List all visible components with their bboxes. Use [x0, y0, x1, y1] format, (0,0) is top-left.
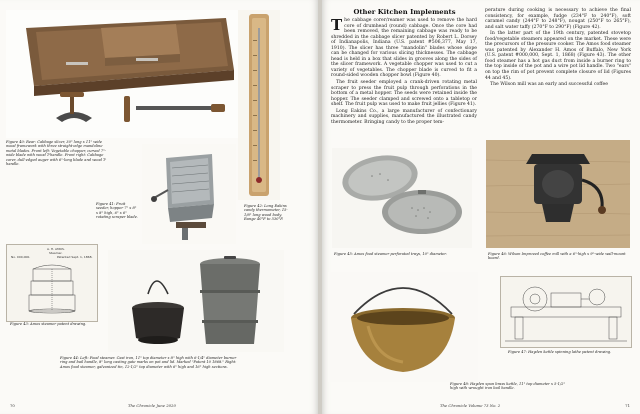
- photo-brass-kettle: [328, 272, 478, 382]
- photo-coffee-mill: [486, 140, 630, 248]
- photo-cabbage-slicer: [6, 10, 238, 138]
- photo-fruit-seeder: [142, 144, 236, 244]
- caption-figure-43: Figure 43: Amos steamer patent drawing.: [10, 322, 87, 326]
- page-number-left: 70: [10, 403, 15, 408]
- column1-paragraph-2: The fruit seeder employed a crank-driven rotating metal scraper to press the fruit pulp through perforations in the bottom of a metal hopper. The seeds were retained inside the hopper. The seeder clamped and screwed onto a tabletop or shelf. The fruit pulp was used to make fruit jellies (Figure 41).: [331, 80, 477, 108]
- column2-paragraph-1: perature during cooking is necessary to achieve the final consistency, for example, fudge (234°F to 240°F), soft caramel candy (244°F to 248°F), nougat (250°F to 265°F), and salt water taffy (270°F to 290°F) (Figure 42).: [485, 8, 631, 30]
- caption-figure-48: Figure 48: Hayden spun brass kettle, 11" top diameter x 5-1/2" high with wrought iron bail handle.: [450, 382, 566, 391]
- patent-drawing-amos-steamer: [6, 244, 98, 322]
- caption-figure-45: Figure 45: Amos food steamer perforated trays, 10" diameter.: [334, 252, 447, 256]
- caption-figure-44: Figure 44: Left: Food steamer. Cast iron, 11" top diameter x 8" high with 6-1/4" diameter burner ring and bail handle, 8" long casting gate marks on pot and lid. Marked "Patent 10 1868." Right: Amos food steamer, galvanized tin, 12-1/2" top diameter with 6" high and 16" high sections.: [60, 356, 237, 369]
- photo-perforated-trays: [332, 148, 472, 248]
- caption-figure-42: Figure 42: Long Eakins candy thermometer, 15-1/8" long wood body. Range 40°F to 530°F.: [244, 204, 288, 222]
- caption-figure-41: Figure 41: Fruit seeder, hopper 7" x 8" x 8" high, 6" x 6" rotating scraper blade.: [96, 202, 138, 220]
- caption-figure-46: Figure 46: Wilson Improved coffee mill with a 6"-high x 9"-wide wall-mount board.: [488, 252, 626, 261]
- column1-paragraph-1: The cabbage corer/reamer was used to remove the hard core of drumhead (round) cabbage. Once the core had been removed, the remaining cabbage was ready to be shredded in the cabbage slicer patented by Robert L. Dorsey of Indianapolis, Indiana (U.S. patent #506,377, May 17, 1910). The slicer has three "mandolin" blades whose slope can be changed for various slicing thicknesses. The cabbage head is held in a box that slides in grooves along the sides of the slicer framework. A vegetable chopper was used to cut a variety of vegetables. The chopper blade is curved to fit a round-sided wooden chopper bowl (Figure 40).: [331, 16, 477, 79]
- column2-paragraph-2: In the latter part of the 19th century, patented stovetop food/vegetable steamers appeared on the market. These were the precursors of the pressure cooker. The Amos food steamer was patented by Alexander H. Amos of Buffalo, New York (U.S. patent #000,000, Sept. 1, 1868) (Figure 43). The other food steamer has a hot gas duct from inside a burner ring to the top inside of the pot and a wire pot lid handle. Two "ears" on top the rim of pot prevent complete closure of lid (Figures 44 and 45).: [485, 31, 631, 81]
- patent-inventor: A. H. AMOS.: [47, 247, 65, 251]
- text-column-2: [485, 8, 631, 89]
- drop-cap: T: [331, 16, 343, 34]
- caption-figure-47: Figure 47: Hayden kettle spinning lathe patent drawing.: [508, 350, 612, 354]
- column2-paragraph-3: The Wilson mill was an early and successful coffee: [490, 82, 608, 88]
- photo-food-steamers: [108, 250, 284, 352]
- text-column-1: [331, 18, 477, 126]
- running-footer-left: The Chronicle June 2020: [128, 403, 176, 408]
- left-page: [0, 0, 318, 414]
- article-heading: Other Kitchen Implements: [353, 8, 456, 16]
- patent-title: Steamer.: [49, 251, 63, 255]
- patent-date: Patented Sept. 1, 1868.: [57, 255, 93, 259]
- patent-drawing-hayden-lathe: [500, 276, 632, 348]
- caption-figure-40: Figure 40: Rear: Cabbage slicer, 30" long x 11" wide wood framework with three straight-edge mandoline metal blades. Front left: Vegetable chopper, curved 7"-wide blade with wood T-handle. Front right: Cabbage corer, dull-edged auger with 6"-long blade and wood T-handle.: [6, 140, 107, 167]
- photo-candy-thermometer: [238, 10, 280, 200]
- patent-number: No. 000,000.: [11, 255, 31, 259]
- column1-paragraph-3: Long Eakins Co., a large manufacturer of confectionary machinery and supplies, manufactured the illustrated candy thermometer. Bringing candy to the proper tem-: [331, 108, 477, 125]
- right-page: [322, 0, 640, 414]
- page-number-right: 71: [625, 403, 630, 408]
- running-footer-right: The Chronicle Volume 73 No. 2: [440, 403, 501, 408]
